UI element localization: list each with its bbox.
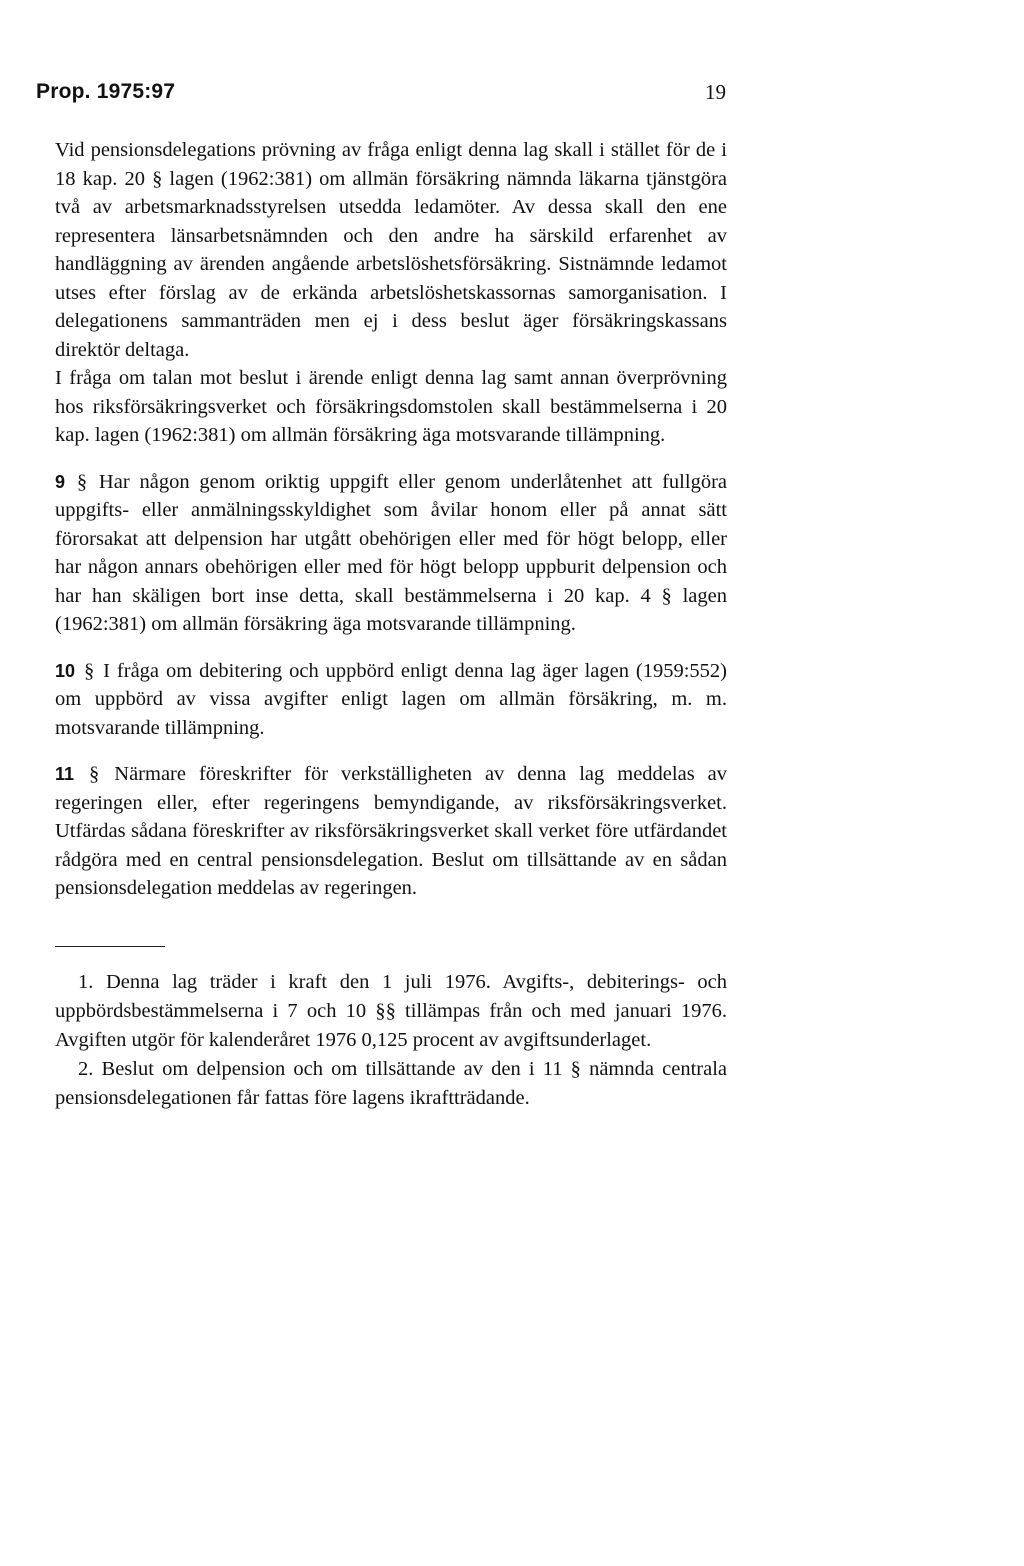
page-number: 19 [705,80,726,104]
section-gap [55,742,727,760]
section-11 [55,760,727,903]
section-text: I fråga om debitering och uppbörd enligt denna lag äger lagen (1959:552) om uppbörd av vissa avgifter enligt lagen om allmän försäkring, m. m. motsvarande tillämpning. [55,659,728,739]
section-mark: § [89,763,100,785]
section-text: Närmare föreskrifter för verkställigheten av denna lag meddelas av regeringen eller, efter regeringens bemyndigande, av riksförsäkringsverket. Utfärdas sådana föreskrifter av riksförsäkringsverket skall verket före utfärdandet rådgöra med en central pensionsdelegation. Beslut om tillsättande av en sådan pensionsdelegation meddelas av regeringen. [55,763,728,899]
section-10 [55,657,727,743]
section-number: 10 [55,660,76,681]
section-gap [55,639,727,657]
page-header [36,80,726,112]
section-mark: § [76,470,88,493]
paragraph-delegation: Vid pensionsdelegations prövning av fråga enligt denna lag skall i stället för de i 18 kap. 20 § lagen (1962:381) om allmän försäkring nämnda läkarna tjänstgöra två av arbetsmarknadsstyrelsen utsedda ledamöter. Av dessa skall den ene representera länsarbetsnämnden och den andre ha särskild erfarenhet av handläggning av ärenden angående arbetslöshetsförsäkring. Sistnämnde ledamot utses efter förslag av de erkända arbetslöshetskassornas samorganisation. I delegationens sammanträden men ej i dess beslut äger försäkringskassans direktör deltaga. [55,139,727,361]
footnote-divider [55,946,165,947]
section-number: 9 [55,471,66,492]
paragraph-appeal: I fråga om talan mot beslut i ärende enligt denna lag samt annan överprövning hos riksförsäkringsverket och försäkringsdomstolen skall bestämmelserna i 20 kap. lagen (1962:381) om allmän försäkring äga motsvarande tillämpning. [55,367,727,446]
section-mark: § [83,659,95,682]
section-gap [55,450,727,468]
section-text: Har någon genom oriktig uppgift eller genom underlåtenhet att fullgöra uppgifts- eller anmälningsskyldighet som åvilar honom eller på annat sätt förorsakat att delpension har utgått obehörigen eller med för högt belopp, eller har någon annars obehörigen eller med för högt belopp uppburit delpension och har han skäligen bort inse detta, skall bestämmelserna i 20 kap. 4 § lagen (1962:381) om allmän försäkring äga motsvarande tillämpning. [55,470,727,635]
section-9 [55,468,727,639]
section-number: 11 [55,764,75,784]
document-id: Prop. 1975:97 [36,80,176,103]
body-text [55,136,727,903]
footnotes [55,968,727,1113]
footnote-2: 2. Beslut om delpension och om tillsättande av den i 11 § nämnda centrala pensionsdelegationen får fattas före lagens ikraftträdande. [55,1058,727,1109]
footnote-1: 1. Denna lag träder i kraft den 1 juli 1976. Avgifts-, debiterings- och uppbördsbestämmelserna i 7 och 10 §§ tillämpas från och med januari 1976. Avgiften utgör för kalenderåret 1976 0,125 procent av avgiftsunderlaget. [55,971,727,1051]
